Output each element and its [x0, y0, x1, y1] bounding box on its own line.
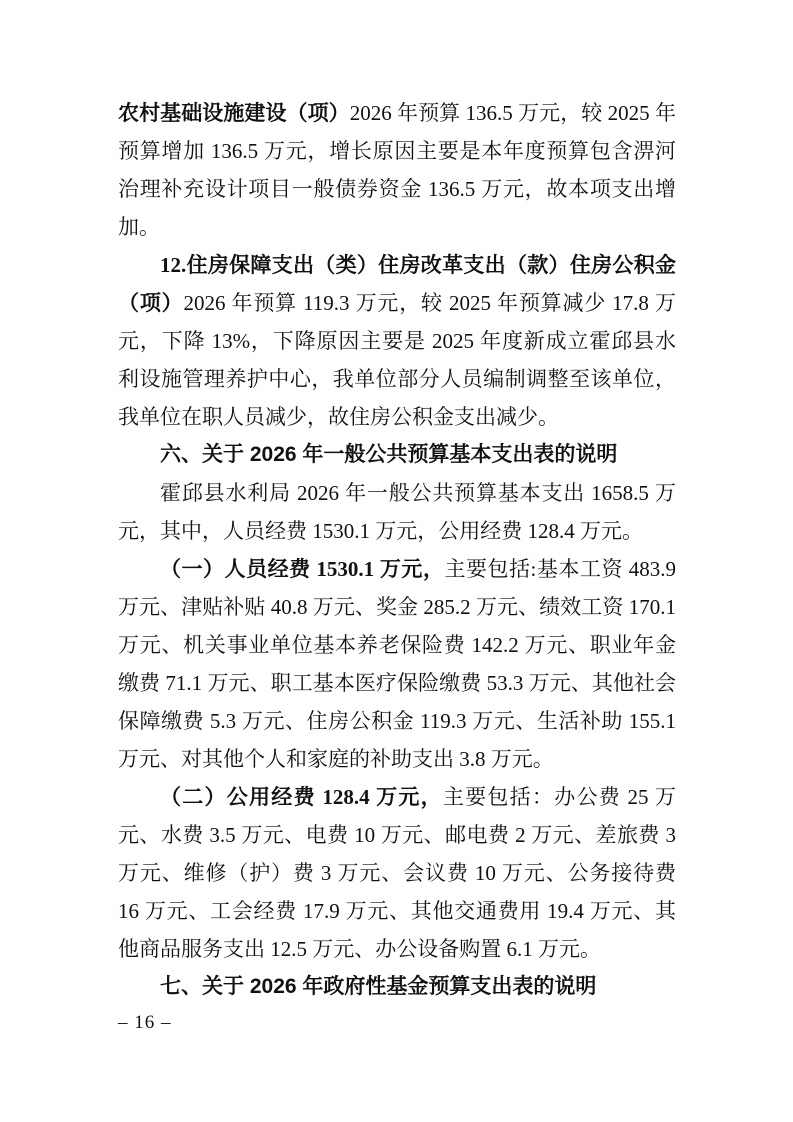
paragraph-personnel-expenses-text: 主要包括:基本工资 483.9 万元、津贴补贴 40.8 万元、奖金 285.2 万元、绩效工资 170.1 万元、机关事业单位基本养老保险费 142.2 万元、职业年金缴费 71.1 万元、职工基本医疗保险缴费 53.3 万元、其他社会保障缴费 5.3 万元、住房公积金 119.3 万元、生活补助 155.1 万元、对其他个人和家庭的补助支出 3.8 万元。: [118, 557, 677, 771]
paragraph-personnel-expenses-lead: （一）人员经费 1530.1 万元，: [160, 557, 445, 581]
paragraph-rural-infrastructure: [118, 94, 676, 246]
page-number: – 16 –: [118, 1012, 172, 1033]
paragraph-basic-expenditure-total-text: 霍邱县水利局 2026 年一般公共预算基本支出 1658.5 万元，其中，人员经费 1530.1 万元，公用经费 128.4 万元。: [118, 481, 676, 543]
paragraph-housing-security-text: 2026 年预算 119.3 万元，较 2025 年预算减少 17.8 万元，下降 13%，下降原因主要是 2025 年度新成立霍邱县水利设施管理养护中心，我单位部分人员编制调整至该单位，我单位在职人员减少，故住房公积金支出减少。: [118, 291, 676, 429]
paragraph-basic-expenditure-total: [118, 474, 676, 550]
heading-section-six: 六、关于 2026 年一般公共预算基本支出表的说明: [160, 443, 618, 466]
paragraph-rural-infrastructure-text: 2026 年预算 136.5 万元，较 2025 年预算增加 136.5 万元，增长原因主要是本年度预算包含淠河治理补充设计项目一般债券资金 136.5 万元，故本项支出增加。: [118, 101, 677, 239]
paragraph-public-expenses-lead: （二）公用经费 128.4 万元，: [160, 785, 443, 809]
paragraph-public-expenses: [118, 778, 676, 968]
paragraph-housing-security: [118, 246, 676, 436]
paragraph-public-expenses-text: 主要包括：办公费 25 万元、水费 3.5 万元、电费 10 万元、邮电费 2 万元、差旅费 3 万元、维修（护）费 3 万元、会议费 10 万元、公务接待费 16 万元、工会经费 17.9 万元、其他交通费用 19.4 万元、其他商品服务支出 12.5 万元、办公设备购置 6.1 万元。: [118, 785, 677, 961]
paragraph-personnel-expenses: [118, 550, 676, 778]
paragraph-housing-security-lead: 12.住房保障支出（类）住房改革支出（款）住房公积金（项）: [118, 253, 676, 315]
document-body: [118, 94, 676, 1006]
paragraph-rural-infrastructure-lead: 农村基础设施建设（项）: [118, 101, 350, 125]
heading-section-seven: 七、关于 2026 年政府性基金预算支出表的说明: [160, 975, 597, 998]
